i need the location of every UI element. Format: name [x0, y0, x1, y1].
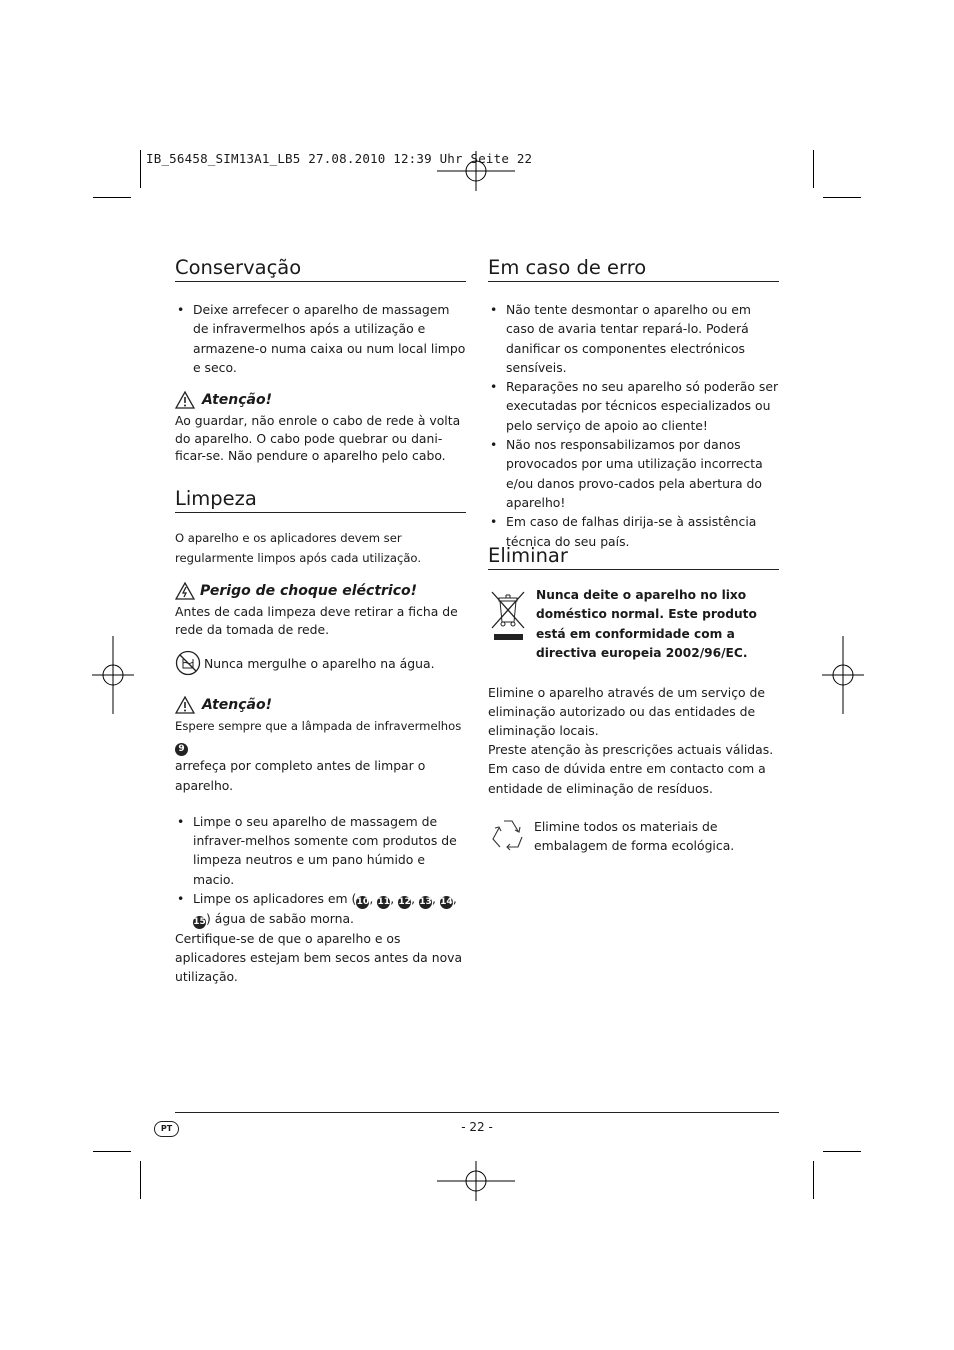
applicator-reference-number: 12	[398, 896, 411, 907]
print-header: IB_56458_SIM13A1_LB5 27.08.2010 12:39 Uhr Seite 22	[146, 151, 533, 166]
lamp-reference-number: 9	[175, 743, 188, 756]
page-number: - 22 -	[461, 1120, 493, 1134]
list-item: • Reparações no seu aparelho só poderão ser executadas por técnicos especializados ou pelo serviço de apoio ao cliente!	[488, 377, 779, 435]
list-item: • Em caso de falhas dirija-se à assistência técnica do seu país.	[488, 512, 779, 551]
registration-mark-left	[92, 636, 134, 714]
section-title: Limpeza	[175, 487, 466, 513]
registration-mark-top	[437, 151, 517, 191]
list-item: • Não tente desmontar o aparelho ou em caso de avaria tentar repará-lo. Poderá danificar os componentes electrónicos sensíveis.	[488, 300, 779, 377]
warning-triangle-icon	[175, 696, 195, 714]
warning-text	[175, 716, 466, 795]
recycle-text: Elimine todos os materiais de embalagem de forma ecológica.	[534, 818, 735, 854]
section-conservacao	[175, 256, 466, 465]
bullet-list	[175, 812, 466, 929]
list-item: • Limpe os aplicadores em (10, 11, 12, 13, 14, 15) água de sabão morna.	[175, 889, 466, 929]
section-title: Conservação	[175, 256, 466, 282]
list-item: • Não nos responsabilizamos por danos provocados por uma utilização incorrecta e/ou danos provo-cados pela abertura do aparelho!	[488, 435, 779, 512]
disposal-paragraph: Preste atenção às prescrições actuais válidas. Em caso de dúvida entre em contacto com a entidade de eliminação de resíduos.	[488, 742, 774, 796]
danger-text: Antes de cada limpeza deve retirar a ficha de rede da tomada de rede.	[175, 604, 458, 637]
danger-heading	[175, 582, 466, 600]
footer-rule	[175, 1112, 779, 1113]
applicator-reference-number: 11	[377, 896, 390, 907]
bullet-list	[175, 300, 466, 377]
no-water-text: Nunca mergulhe o aparelho na água.	[204, 655, 435, 671]
warning-triangle-icon	[175, 391, 195, 409]
warning-text-part: arrefeça por completo antes de limpar o aparelho.	[175, 758, 426, 793]
warning-title: Atenção!	[202, 392, 272, 409]
applicator-reference-number: 13	[419, 896, 432, 907]
section-eliminar	[488, 544, 779, 855]
list-item: • Limpe o seu aparelho de massagem de infraver-melhos somente com produtos de limpeza neutros e um pano húmido e macio.	[175, 812, 466, 889]
bullet-list	[488, 300, 779, 551]
section-title: Eliminar	[488, 544, 779, 570]
electric-shock-warning-icon	[175, 582, 195, 600]
list-item-text: Limpe os aplicadores em (	[193, 890, 357, 906]
danger-title: Perigo de choque eléctrico!	[200, 583, 418, 599]
warning-text: Ao guardar, não enrole o cabo de rede à volta do aparelho. O cabo pode quebrar ou dani-ficar-se. Não pendure o aparelho pelo cabo.	[175, 413, 461, 464]
weee-row	[488, 586, 779, 664]
language-badge	[154, 1121, 179, 1137]
no-water-row	[175, 650, 466, 676]
recycling-icon	[488, 817, 528, 855]
section-erro	[488, 256, 779, 551]
intro-text: O aparelho e os aplicadores devem ser regularmente limpos após cada utilização.	[175, 531, 422, 565]
registration-mark-bottom	[437, 1161, 517, 1201]
crossed-out-wheelie-bin-icon	[488, 588, 528, 644]
registration-mark-right	[822, 636, 864, 714]
recycle-row	[488, 817, 779, 855]
warning-title: Atenção!	[202, 697, 272, 714]
no-water-icon	[175, 650, 201, 676]
weee-text: Nunca deite o aparelho no lixo doméstico normal. Este produto está em conformidade com a directiva europeia 2002/96/EC.	[536, 588, 757, 661]
language-badge-label: PT	[160, 1124, 173, 1133]
disposal-paragraph: Elimine o aparelho através de um serviço de eliminação autorizado ou das entidades de eliminação locais.	[488, 684, 766, 739]
section-limpeza	[175, 487, 466, 987]
closing-text: Certifique-se de que o aparelho e os aplicadores estejam bem secos antes da nova utilização.	[175, 930, 463, 985]
warning-heading	[175, 391, 466, 409]
applicator-reference-number: 15	[193, 916, 206, 927]
applicator-reference-number: 10	[356, 896, 370, 907]
list-item: • Deixe arrefecer o aparelho de massagem de infravermelhos após a utilização e armazene-o numa caixa ou num local limpo e seco.	[175, 300, 466, 377]
list-item-text: ) água de sabão morna.	[206, 910, 354, 926]
warning-text-part: Espere sempre que a lâmpada de infravermelhos	[175, 719, 462, 734]
section-title: Em caso de erro	[488, 256, 779, 282]
applicator-reference-number: 14	[440, 896, 453, 907]
warning-heading	[175, 696, 466, 714]
